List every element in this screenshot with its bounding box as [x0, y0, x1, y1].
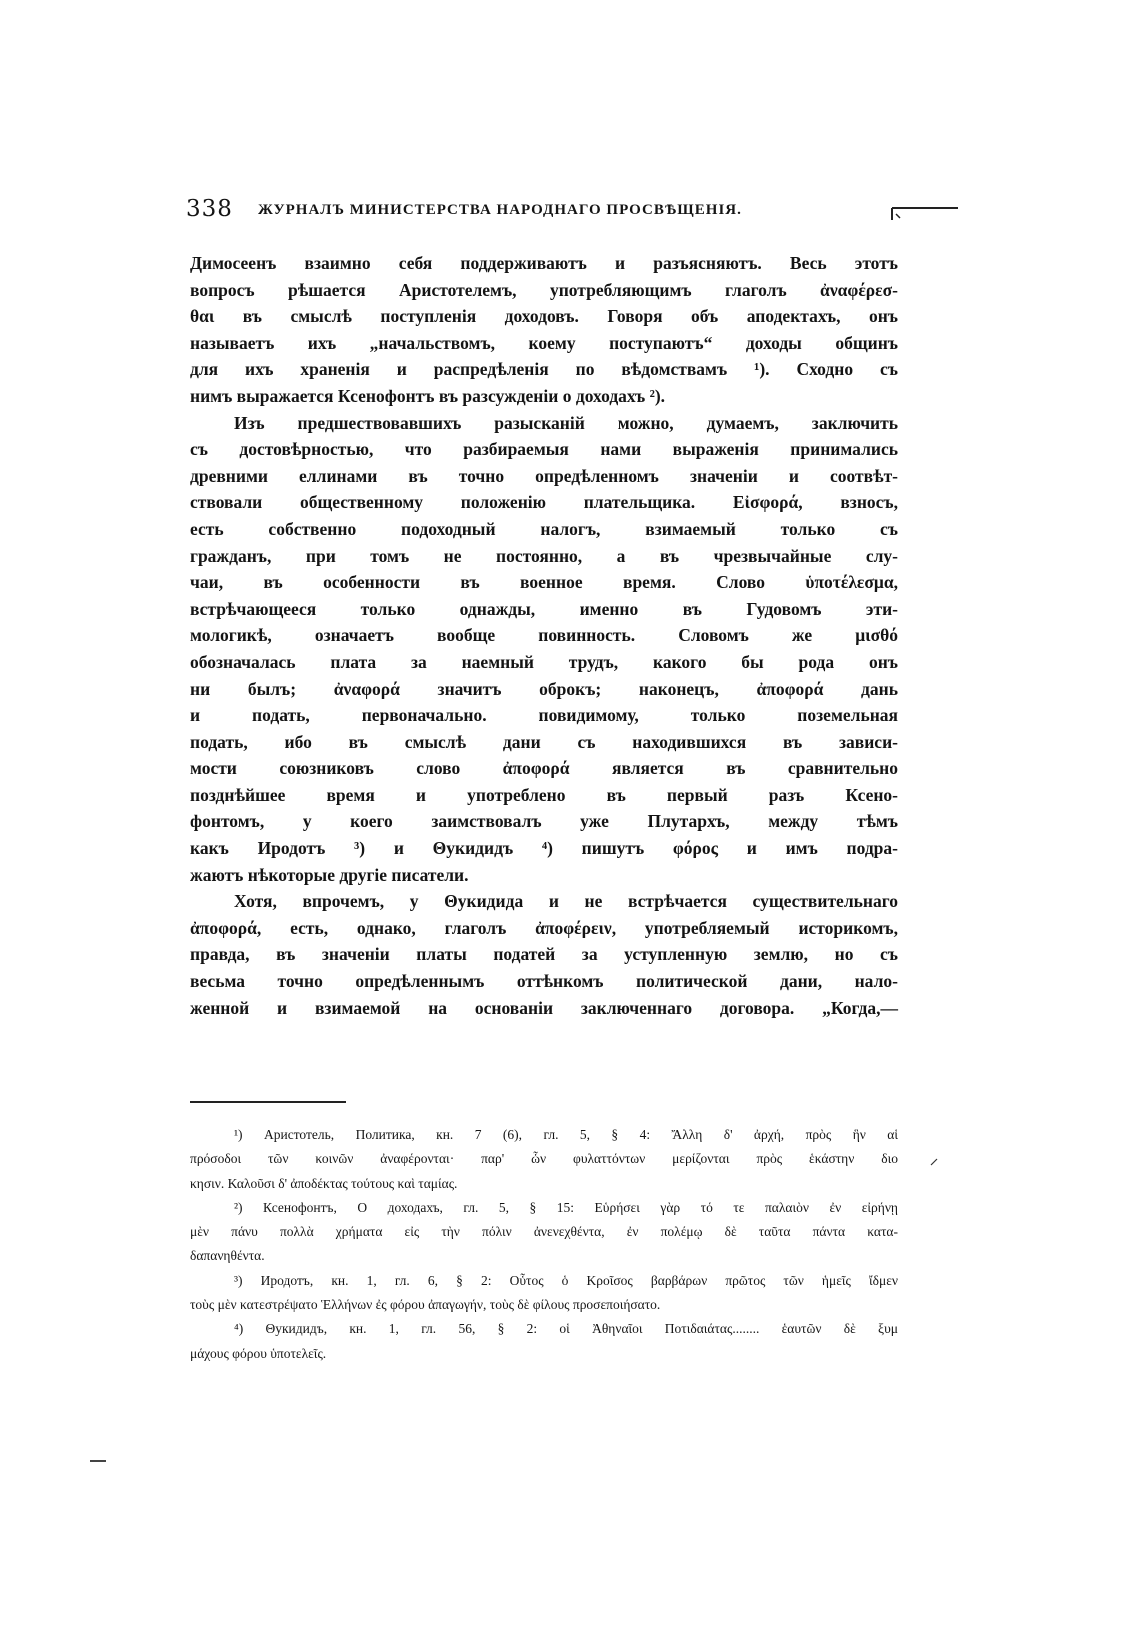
footnote-line: μὲν πάνυ πολλὰ χρήματα εἰς τὴν πόλιν ἀνενεχθέντα, ἐν πολέμῳ δὲ ταῦτα πάντα κατα- — [190, 1224, 898, 1240]
body-line: гражданъ, при томъ не постоянно, а въ чрезвычайные слу- — [190, 545, 898, 566]
body-line: мости союзниковъ слово ἀποφορά является въ сравнительно — [190, 758, 898, 779]
body-line: встрѣчающееся только однажды, именно въ Гудовомъ эти- — [190, 598, 898, 619]
body-line: Хотя, впрочемъ, у Θукидида и не встрѣчается существительнаго — [234, 891, 898, 912]
body-line: чаи, въ особенности въ военное время. Слово ὑποτέλεσμα, — [190, 572, 898, 593]
body-line: ствовали общественному положенію плательщика. Εἰσφορά, взносъ, — [190, 492, 898, 513]
footnote-line: ²) Ксенофонтъ, О доходахъ, гл. 5, § 15: Εὑρήσει γὰρ τό τε παλαιὸν ἐν εἰρήνῃ — [234, 1199, 898, 1215]
footnote-line: κησιν. Καλοῦσι δ' ἀποδέκτας τούτους καὶ ταμίας. — [190, 1175, 458, 1191]
body-line: есть собственно подоходный налогъ, взимаемый только съ — [190, 518, 898, 539]
footnote-line: ⁴) Θукидидъ, кн. 1, гл. 56, § 2: οἱ Ἀθηναῖοι Ποτιδαιάτας........ ἑαυτῶν δὲ ξυμ — [234, 1321, 898, 1337]
body-line: позднѣйшее время и употреблено въ первый разъ Ксено- — [190, 784, 898, 805]
body-text — [190, 250, 898, 1021]
running-title: ЖУРНАЛЪ МИНИСТЕРСТВА НАРОДНАГО ПРОСВѢЩЕНІЯ. — [258, 202, 742, 218]
body-line: жаютъ нѣкоторые другіе писатели. — [190, 864, 469, 885]
body-line: съ достовѣрностью, что разбираемыя нами выраженія принимались — [190, 439, 898, 460]
body-line: какъ Иродотъ ³) и Θукидидъ ⁴) пишутъ φόρος и имъ подра- — [190, 838, 898, 859]
body-line: Изъ предшествовавшихъ разысканій можно, думаемъ, заключить — [234, 412, 898, 433]
body-line: Димосеенъ взаимно себя поддерживаютъ и разъясняютъ. Весь этотъ — [190, 253, 898, 273]
scan-corner-mark — [888, 204, 960, 222]
margin-pencil-mark — [930, 1158, 938, 1166]
body-line: весьма точно опредѣленнымъ оттѣнкомъ политической дани, нало- — [190, 971, 898, 992]
body-line: подать, ибо въ смыслѣ дани съ находившихся въ зависи- — [190, 731, 898, 752]
body-line: θαι въ смыслѣ поступленія доходовъ. Говоря объ аподектахъ, онъ — [190, 306, 898, 327]
page-edge-mark — [90, 1460, 106, 1462]
body-line: и подать, первоначально. повидимому, только поземельная — [190, 705, 898, 726]
page-number: 338 — [186, 196, 233, 222]
footnote-line: τοὺς μὲν κατεστρέψατο Ἑλλήνων ἐς φόρου ἀπαγωγήν, τοὺς δὲ φίλους προσεποιήσατο. — [190, 1297, 661, 1313]
body-line: нимъ выражается Ксенофонтъ въ разсужденіи о доходахъ ²). — [190, 385, 666, 406]
body-line: вопросъ рѣшается Аристотелемъ, употребляющимъ глаголъ ἀναφέρεσ- — [190, 279, 898, 300]
body-line: обозначалась плата за наемный трудъ, какого бы рода онъ — [190, 651, 898, 672]
body-line: мологикѣ, означаетъ вообще повинность. Словомъ же μισθό — [190, 625, 898, 646]
body-line: называетъ ихъ „начальствомъ, коему поступаютъ“ доходы общинъ — [190, 332, 898, 353]
footnote-line: ³) Иродотъ, кн. 1, гл. 6, § 2: Οὗτος ὁ Κροῖσος βαρβάρων πρῶτος τῶν ἡμεῖς ἴδμεν — [234, 1272, 898, 1288]
footnote-line: ¹) Аристотель, Политика, кн. 7 (6), гл. 5, § 4: Ἄλλη δ' ἀρχή, πρὸς ἣν αἱ — [234, 1127, 898, 1142]
body-line: ἀποφορά, есть, однако, глаголъ ἀποφέρειν, употребляемый историкомъ, — [190, 917, 898, 938]
footnote-line: δαπανηθέντα. — [190, 1248, 265, 1264]
footnotes — [190, 1123, 898, 1366]
footnote-separator-rule — [190, 1101, 346, 1103]
body-line: фонтомъ, у коего заимствовалъ уже Плутархъ, между тѣмъ — [190, 811, 898, 832]
body-line: правда, въ значеніи платы податей за уступленную землю, но съ — [190, 944, 898, 965]
footnote-line: πρόσοδοι τῶν κοινῶν ἀναφέρονται· παρ' ὧν φυλαττόντων μερίζονται πρὸς ἑκάστην διο — [190, 1151, 898, 1167]
body-line: ни былъ; ἀναφορά значитъ оброкъ; наконецъ, ἀποφορά дань — [190, 678, 898, 699]
body-line: древними еллинами въ точно опредѣленномъ значеніи и соотвѣт- — [190, 465, 898, 486]
footnote-line: μάχους φόρου ὑποτελεῖς. — [190, 1345, 327, 1361]
body-line: женной и взимаемой на основаніи заключеннаго договора. „Когда,— — [190, 997, 898, 1018]
body-line: для ихъ храненія и распредѣленія по вѣдомствамъ ¹). Сходно съ — [190, 359, 898, 380]
page-header — [186, 196, 956, 230]
